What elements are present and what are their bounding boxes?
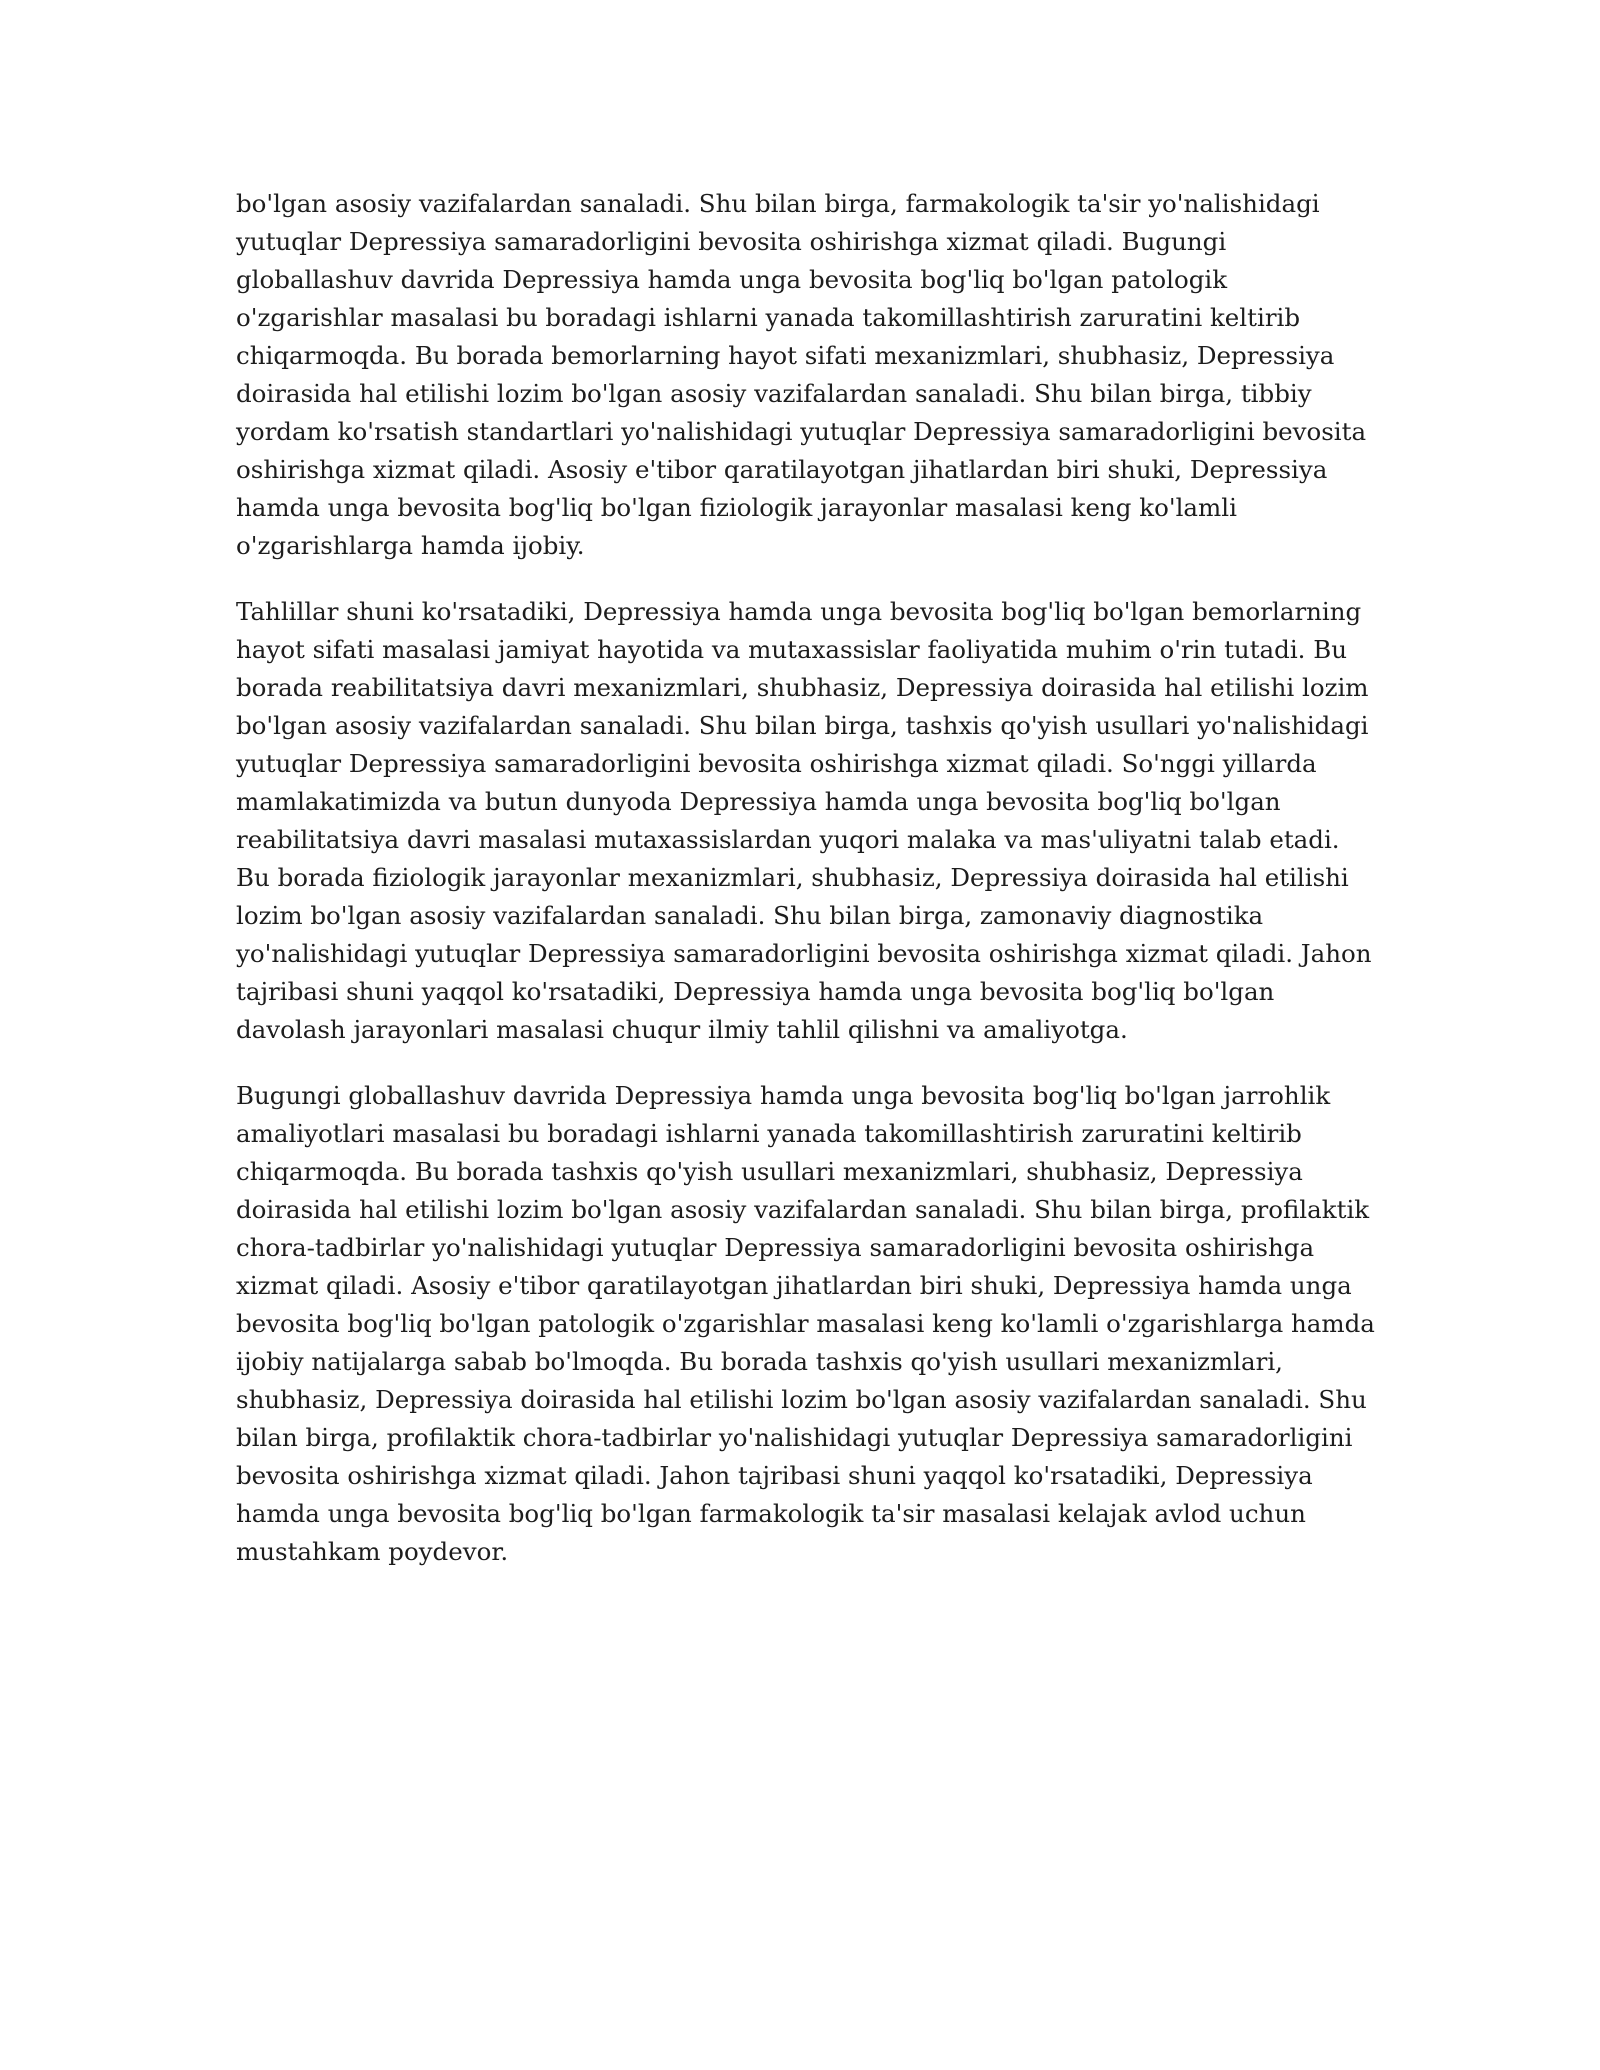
paragraph-1: bo'lgan asosiy vazifalardan sanaladi. Shu bilan birga, farmakologik ta'sir yo'nalishidagi yutuqlar Depressiya samaradorligini bevosita oshirishga xizmat qiladi. Bugungi globallashuv davrida Depressiya hamda unga bevosita bog'liq bo'lgan patologik o'zgarishlar masalasi bu boradagi ishlarni yanada takomillashtirish zaruratini keltirib chiqarmoqda. Bu borada bemorlarning hayot sifati mexanizmlari, shubhasiz, Depressiya doirasida hal etilishi lozim bo'lgan asosiy vazifalardan sanaladi. Shu bilan birga, tibbiy yordam ko'rsatish standartlari yo'nalishidagi yutuqlar Depressiya samaradorligini bevosita oshirishga xizmat qiladi. Asosiy e'tibor qaratilayotgan jihatlardan biri shuki, Depressiya hamda unga bevosita bog'liq bo'lgan fiziologik jarayonlar masalasi keng ko'lamli o'zgarishlarga hamda ijobiy.	[236, 189, 1367, 560]
paragraph-3: Bugungi globallashuv davrida Depressiya hamda unga bevosita bog'liq bo'lgan jarrohlik amaliyotlari masalasi bu boradagi ishlarni yanada takomillashtirish zaruratini keltirib chiqarmoqda. Bu borada tashxis qo'yish usullari mexanizmlari, shubhasiz, Depressiya doirasida hal etilishi lozim bo'lgan asosiy vazifalardan sanaladi. Shu bilan birga, profilaktik chora-tadbirlar yo'nalishidagi yutuqlar Depressiya samaradorligini bevosita oshirishga xizmat qiladi. Asosiy e'tibor qaratilayotgan jihatlardan biri shuki, Depressiya hamda unga bevosita bog'liq bo'lgan patologik o'zgarishlar masalasi keng ko'lamli o'zgarishlarga hamda ijobiy natijalarga sabab bo'lmoqda. Bu borada tashxis qo'yish usullari mexanizmlari, shubhasiz, Depressiya doirasida hal etilishi lozim bo'lgan asosiy vazifalardan sanaladi. Shu bilan birga, profilaktik chora-tadbirlar yo'nalishidagi yutuqlar Depressiya samaradorligini bevosita oshirishga xizmat qiladi. Jahon tajribasi shuni yaqqol ko'rsatadiki, Depressiya hamda unga bevosita bog'liq bo'lgan farmakologik ta'sir masalasi kelajak avlod uchun mustahkam poydevor.	[236, 1081, 1375, 1566]
document-body	[236, 185, 1376, 1599]
paragraph-2: Tahlillar shuni ko'rsatadiki, Depressiya hamda unga bevosita bog'liq bo'lgan bemorlarning hayot sifati masalasi jamiyat hayotida va mutaxassislar faoliyatida muhim o'rin tutadi. Bu borada reabilitatsiya davri mexanizmlari, shubhasiz, Depressiya doirasida hal etilishi lozim bo'lgan asosiy vazifalardan sanaladi. Shu bilan birga, tashxis qo'yish usullari yo'nalishidagi yutuqlar Depressiya samaradorligini bevosita oshirishga xizmat qiladi. So'nggi yillarda mamlakatimizda va butun dunyoda Depressiya hamda unga bevosita bog'liq bo'lgan reabilitatsiya davri masalasi mutaxassislardan yuqori malaka va mas'uliyatni talab etadi. Bu borada fiziologik jarayonlar mexanizmlari, shubhasiz, Depressiya doirasida hal etilishi lozim bo'lgan asosiy vazifalardan sanaladi. Shu bilan birga, zamonaviy diagnostika yo'nalishidagi yutuqlar Depressiya samaradorligini bevosita oshirishga xizmat qiladi. Jahon tajribasi shuni yaqqol ko'rsatadiki, Depressiya hamda unga bevosita bog'liq bo'lgan davolash jarayonlari masalasi chuqur ilmiy tahlil qilishni va amaliyotga.	[236, 597, 1372, 1044]
